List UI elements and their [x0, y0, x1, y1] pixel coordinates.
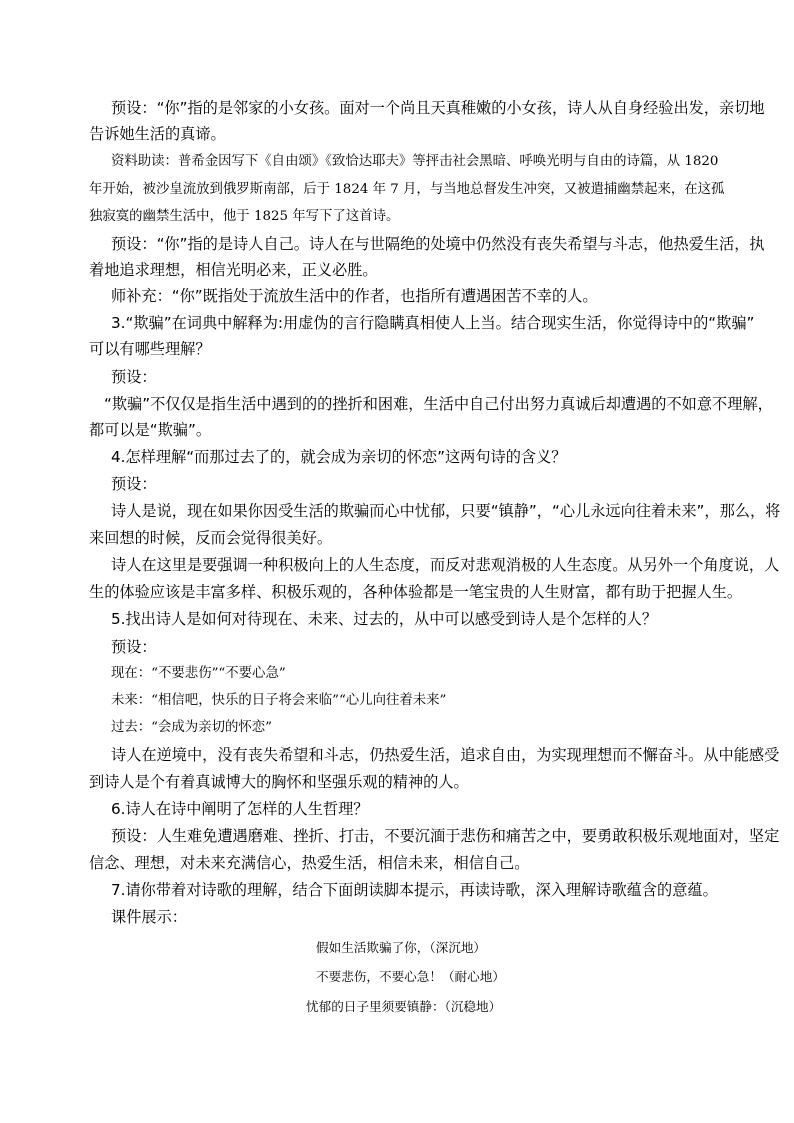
- preset-neighbor-girl-line-2: 告诉她生活的真谛。: [89, 125, 226, 143]
- preset-poet-himself-line-1: 预设：“你”指的是诗人自己。诗人在与世隔绝的处境中仍然没有丧失希望与斗志，他热爱生活，执: [111, 235, 765, 253]
- answer-4a-line-1: 诗人是说，现在如果你因受生活的欺骗而心中忧郁，只要“镇静”，“心儿永远向往着未来”，那么，将: [111, 502, 781, 520]
- question-5-preset-label: 预设：: [111, 638, 157, 656]
- poem-line-1: 假如生活欺骗了你，（深沉地）: [316, 940, 487, 955]
- answer-4b-line-1: 诗人在这里是要强调一种积极向上的人生态度，而反对悲观消极的人生态度。从另外一个角度说，人: [111, 556, 780, 574]
- answer-5-line-1: 诗人在逆境中，没有丧失希望和斗志，仍热爱生活，追求自由，为实现理想而不懈奋斗。从中能感受: [111, 746, 780, 764]
- answer-4a-line-2: 来回想的时候，反而会觉得很美好。: [89, 529, 332, 547]
- present-attitude: 现在：“不要悲伤”“不要心急”: [111, 666, 286, 681]
- answer-3-line-2: 都可以是“欺骗”。: [89, 421, 212, 439]
- courseware-label: 课件展示：: [111, 908, 187, 926]
- preset-neighbor-girl-line-1: 预设：“你”指的是邻家的小女孩。面对一个尚且天真稚嫩的小女孩，诗人从自身经验出发，亲切地: [111, 99, 765, 117]
- background-reading-line-3: 独寂寞的幽禁生活中，他于 1825 年写下了这首诗。: [89, 209, 400, 224]
- question-3-preset-label: 预设：: [111, 368, 157, 386]
- poem-line-3: 忧郁的日子里须要镇静：（沉稳地）: [306, 999, 502, 1014]
- answer-5-line-2: 到诗人是个有着真诚博大的胸怀和坚强乐观的精神的人。: [89, 773, 469, 791]
- preset-poet-himself-line-2: 着地追求理想，相信光明必来，正义必胜。: [89, 261, 378, 279]
- answer-6-line-2: 信念、理想，对未来充满信心，热爱生活，相信未来，相信自己。: [89, 854, 530, 872]
- teacher-supplement: 师补充：“你”既指处于流放生活中的作者，也指所有遭遇困苦不幸的人。: [111, 287, 598, 305]
- future-attitude: 未来：“相信吧，快乐的日子将会来临”“心儿向往着未来”: [111, 693, 447, 708]
- answer-4b-line-2: 生的体验应该是丰富多样、积极乐观的，各种体验都是一笔宝贵的人生财富，都有助于把握人生。: [89, 583, 743, 601]
- question-5: 5.找出诗人是如何对待现在、未来、过去的，从中可以感受到诗人是个怎样的人？: [111, 610, 658, 628]
- question-6: 6.诗人在诗中阐明了怎样的人生哲理？: [111, 800, 369, 818]
- poem-line-2: 不要悲伤，不要心急！（耐心地）: [316, 969, 505, 984]
- question-7: 7.请你带着对诗歌的理解，结合下面朗读脚本提示，再读诗歌，深入理解诗歌蕴含的意蕴。: [111, 881, 718, 899]
- background-reading-line-1: 资料助读：普希金因写下《自由颂》《致恰达耶夫》等抨击社会黑暗、呼唤光明与自由的诗篇，从 1820: [111, 154, 719, 169]
- question-3-line-2: 可以有哪些理解？: [89, 340, 211, 358]
- question-4-preset-label: 预设：: [111, 475, 157, 493]
- background-reading-line-2: 年开始，被沙皇流放到俄罗斯南部，后于 1824 年 7 月，与当地总督发生冲突，又被遣捕幽禁起来，在这孤: [89, 182, 725, 197]
- answer-3-line-1: “欺骗”不仅仅是指生活中遇到的的挫折和困难，生活中自己付出努力真诚后却遭遇的不如意不理解，: [104, 395, 773, 413]
- question-3-line-1: 3.“欺骗”在词典中解释为:用虚伪的言行隐瞒真相使人上当。结合现实生活，你觉得诗中的“欺骗”: [111, 314, 755, 332]
- answer-6-line-1: 预设：人生难免遭遇磨难、挫折、打击，不要沉湎于悲伤和痛苦之中，要勇敢积极乐观地面对，坚定: [111, 827, 780, 845]
- question-4: 4.怎样理解“而那过去了的，就会成为亲切的怀恋”这两句诗的含义？: [111, 448, 567, 466]
- past-attitude: 过去：“会成为亲切的怀恋”: [111, 720, 272, 735]
